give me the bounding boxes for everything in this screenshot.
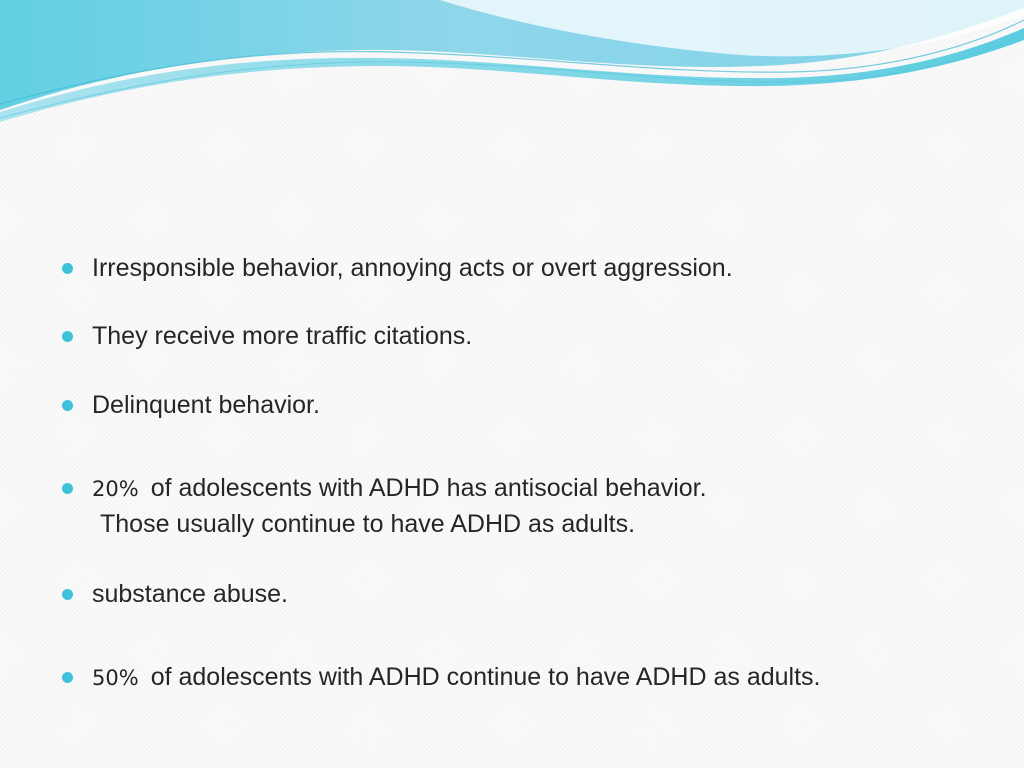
bullet-text: of adolescents with ADHD has antisocial behavior.: [150, 474, 707, 502]
percent-value: 50%: [92, 666, 139, 690]
bullet-dot-icon: [62, 589, 73, 600]
bullet-text-line: [92, 470, 707, 507]
percent-value: 20%: [92, 477, 139, 501]
bullet-dot-icon: [62, 672, 73, 683]
bullet-text: substance abuse.: [92, 580, 288, 608]
bullet-text: They receive more traffic citations.: [92, 322, 473, 350]
bullet-text: of adolescents with ADHD continue to have ADHD as adults.: [150, 663, 821, 691]
bullet-text: Delinquent behavior.: [92, 391, 320, 419]
bullet-dot-icon: [62, 331, 73, 342]
bullet-dot-icon: [62, 263, 73, 274]
bullet-text-line: [92, 659, 821, 696]
bullet-dot-icon: [62, 400, 73, 411]
bullet-continuation-text: Those usually continue to have ADHD as adults.: [100, 510, 636, 538]
bullet-dot-icon: [62, 483, 73, 494]
bullet-text: Irresponsible behavior, annoying acts or overt aggression.: [92, 254, 733, 282]
